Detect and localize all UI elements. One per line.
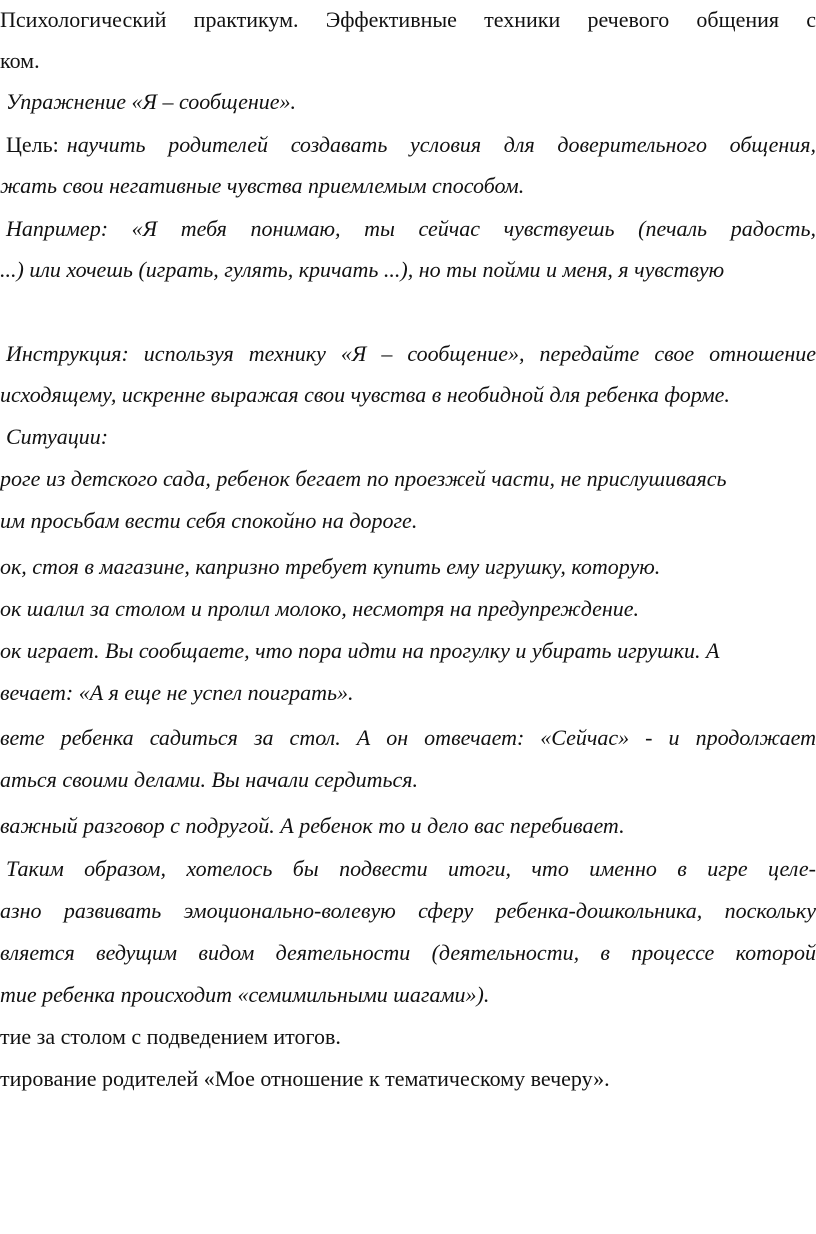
situation-5-line-1: вете ребенка садиться за стол. А он отвечает: «Сейчас» - и продолжает xyxy=(0,725,816,750)
conclusion-line-2: азно развивать эмоционально-волевую сферу ребенка-дошкольника, поскольку xyxy=(0,898,816,923)
practicum-title-line-2: ком. xyxy=(0,48,40,73)
situation-4-line-2: вечает: «А я еще не успел поиграть». xyxy=(0,680,354,705)
conclusion-line-1: Таким образом, хотелось бы подвести итоги, что именно в игре целе- xyxy=(6,856,816,881)
example-line-1: Например: «Я тебя понимаю, ты сейчас чувствуешь (печаль радость, xyxy=(6,216,816,241)
situation-3: ок шалил за столом и пролил молоко, несмотря на предупреждение. xyxy=(0,596,640,621)
goal-line-2: жать свои негативные чувства приемлемым способом. xyxy=(0,173,525,198)
practicum-title-line-1: Психологический практикум. Эффективные техники речевого общения с xyxy=(0,7,816,32)
goal-text: научить родителей создавать условия для доверительного общения, xyxy=(66,132,816,157)
situation-4-line-1: ок играет. Вы сообщаете, что пора идти на прогулку и убирать игрушки. А xyxy=(0,638,720,663)
goal-line-1 xyxy=(0,131,816,159)
conclusion-line-3: вляется ведущим видом деятельности (деятельности, в процессе которой xyxy=(0,940,816,965)
instruction-line-1: Инструкция: используя технику «Я – сообщение», передайте свое отношение xyxy=(6,341,816,366)
situation-2: ок, стоя в магазине, капризно требует купить ему игрушку, которую. xyxy=(0,554,661,579)
situation-6: важный разговор с подругой. А ребенок то и дело вас перебивает. xyxy=(0,813,625,838)
conclusion-line-4: тие ребенка происходит «семимильными шагами»). xyxy=(0,982,490,1007)
example-line-2: ...) или хочешь (играть, гулять, кричать ...), но ты пойми и меня, я чувствую xyxy=(0,257,725,282)
situation-5-line-2: аться своими делами. Вы начали сердиться. xyxy=(0,767,418,792)
goal-label: Цель: xyxy=(6,132,59,157)
exercise-heading: Упражнение «Я – сообщение». xyxy=(6,89,297,114)
instruction-line-2: исходящему, искренне выражая свои чувства в необидной для ребенка форме. xyxy=(0,382,730,407)
tea-party-item: тие за столом с подведением итогов. xyxy=(0,1024,341,1049)
questionnaire-item: тирование родителей «Мое отношение к тематическому вечеру». xyxy=(0,1066,610,1091)
situation-1-line-2: им просьбам вести себя спокойно на дороге. xyxy=(0,508,418,533)
situations-heading: Ситуации: xyxy=(6,424,109,449)
situation-1-line-1: роге из детского сада, ребенок бегает по проезжей части, не прислушиваясь xyxy=(0,466,727,491)
